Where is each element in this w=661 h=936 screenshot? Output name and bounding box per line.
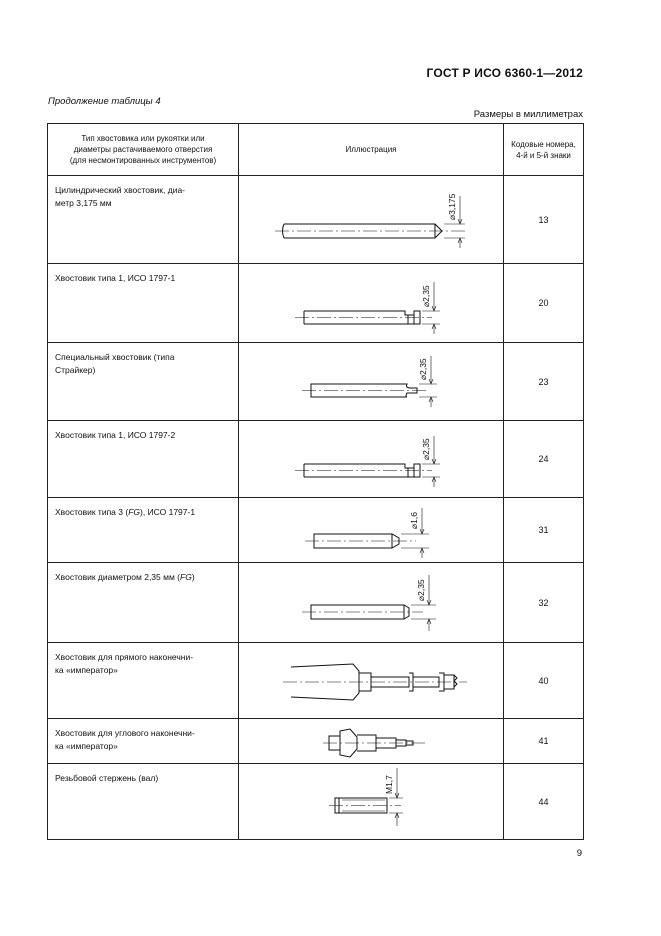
page-number: 9 [576, 848, 582, 859]
svg-text:⌀3,175: ⌀3,175 [447, 193, 457, 220]
shank-description: Хвостовик типа 1, ИСО 1797-2 [48, 421, 239, 498]
svg-text:⌀1,6: ⌀1,6 [409, 512, 419, 529]
illustration-cell [239, 176, 504, 264]
shank-description: Хвостовик для прямого наконечни- ка «император» [48, 643, 239, 719]
fg-2-35-shank-drawing [239, 563, 504, 642]
iso-1797-2-shank-drawing [239, 421, 504, 497]
shank-description: Хвостовик типа 3 (FG), ИСО 1797-1 [48, 498, 239, 563]
stryker-shank-drawing [239, 343, 504, 420]
threaded-rod-drawing [239, 764, 504, 839]
code-value: 40 [504, 643, 584, 719]
table-row [48, 343, 584, 421]
code-value: 32 [504, 563, 584, 643]
table-header-row [48, 124, 584, 176]
illustration-cell [239, 643, 504, 719]
table-row [48, 719, 584, 764]
units-note: Размеры в миллиметрах [473, 109, 583, 120]
table-row [48, 643, 584, 719]
table-row [48, 264, 584, 343]
illustration-cell [239, 343, 504, 421]
table-row [48, 176, 584, 264]
shank-description: Резьбовой стержень (вал) [48, 764, 239, 840]
fg-type-3-shank-drawing [239, 498, 504, 562]
header-illustration: Иллюстрация [239, 124, 504, 176]
cylindrical-shank-drawing [239, 176, 504, 263]
illustration-cell [239, 421, 504, 498]
header-codes: Кодовые номера, 4-й и 5-й знаки [504, 124, 584, 176]
shank-description: Хвостовик диаметром 2,35 мм (FG) [48, 563, 239, 643]
svg-text:⌀2,35: ⌀2,35 [421, 438, 431, 460]
illustration-cell [239, 764, 504, 840]
illustration-cell [239, 719, 504, 764]
code-value: 31 [504, 498, 584, 563]
illustration-cell [239, 563, 504, 643]
emperor-straight-shank-drawing [239, 643, 504, 718]
shank-description: Цилиндрический хвостовик, диа- метр 3,175 мм [48, 176, 239, 264]
table-continuation-label: Продолжение таблицы 4 [48, 96, 161, 107]
svg-text:⌀2,35: ⌀2,35 [416, 579, 426, 601]
table-row [48, 498, 584, 563]
svg-text:M1,7: M1,7 [384, 775, 394, 794]
svg-text:⌀2,35: ⌀2,35 [418, 358, 428, 380]
shank-description: Хвостовик для углового наконечни- ка «император» [48, 719, 239, 764]
svg-text:⌀2,35: ⌀2,35 [421, 285, 431, 307]
shank-types-table [47, 123, 584, 840]
table-row [48, 563, 584, 643]
header-shank-type: Тип хвостовика или рукоятки или диаметры растачиваемого отверстия (для несмонтированных инструментов) [48, 124, 239, 176]
code-value: 13 [504, 176, 584, 264]
illustration-cell [239, 264, 504, 343]
table-row [48, 421, 584, 498]
standard-designation: ГОСТ Р ИСО 6360-1—2012 [426, 66, 583, 80]
shank-description: Специальный хвостовик (типа Страйкер) [48, 343, 239, 421]
emperor-angle-shank-drawing [239, 719, 504, 763]
code-value: 20 [504, 264, 584, 343]
code-value: 23 [504, 343, 584, 421]
iso-1797-1-shank-drawing [239, 264, 504, 342]
table-row [48, 764, 584, 840]
illustration-cell [239, 498, 504, 563]
code-value: 24 [504, 421, 584, 498]
shank-description: Хвостовик типа 1, ИСО 1797-1 [48, 264, 239, 343]
code-value: 41 [504, 719, 584, 764]
code-value: 44 [504, 764, 584, 840]
